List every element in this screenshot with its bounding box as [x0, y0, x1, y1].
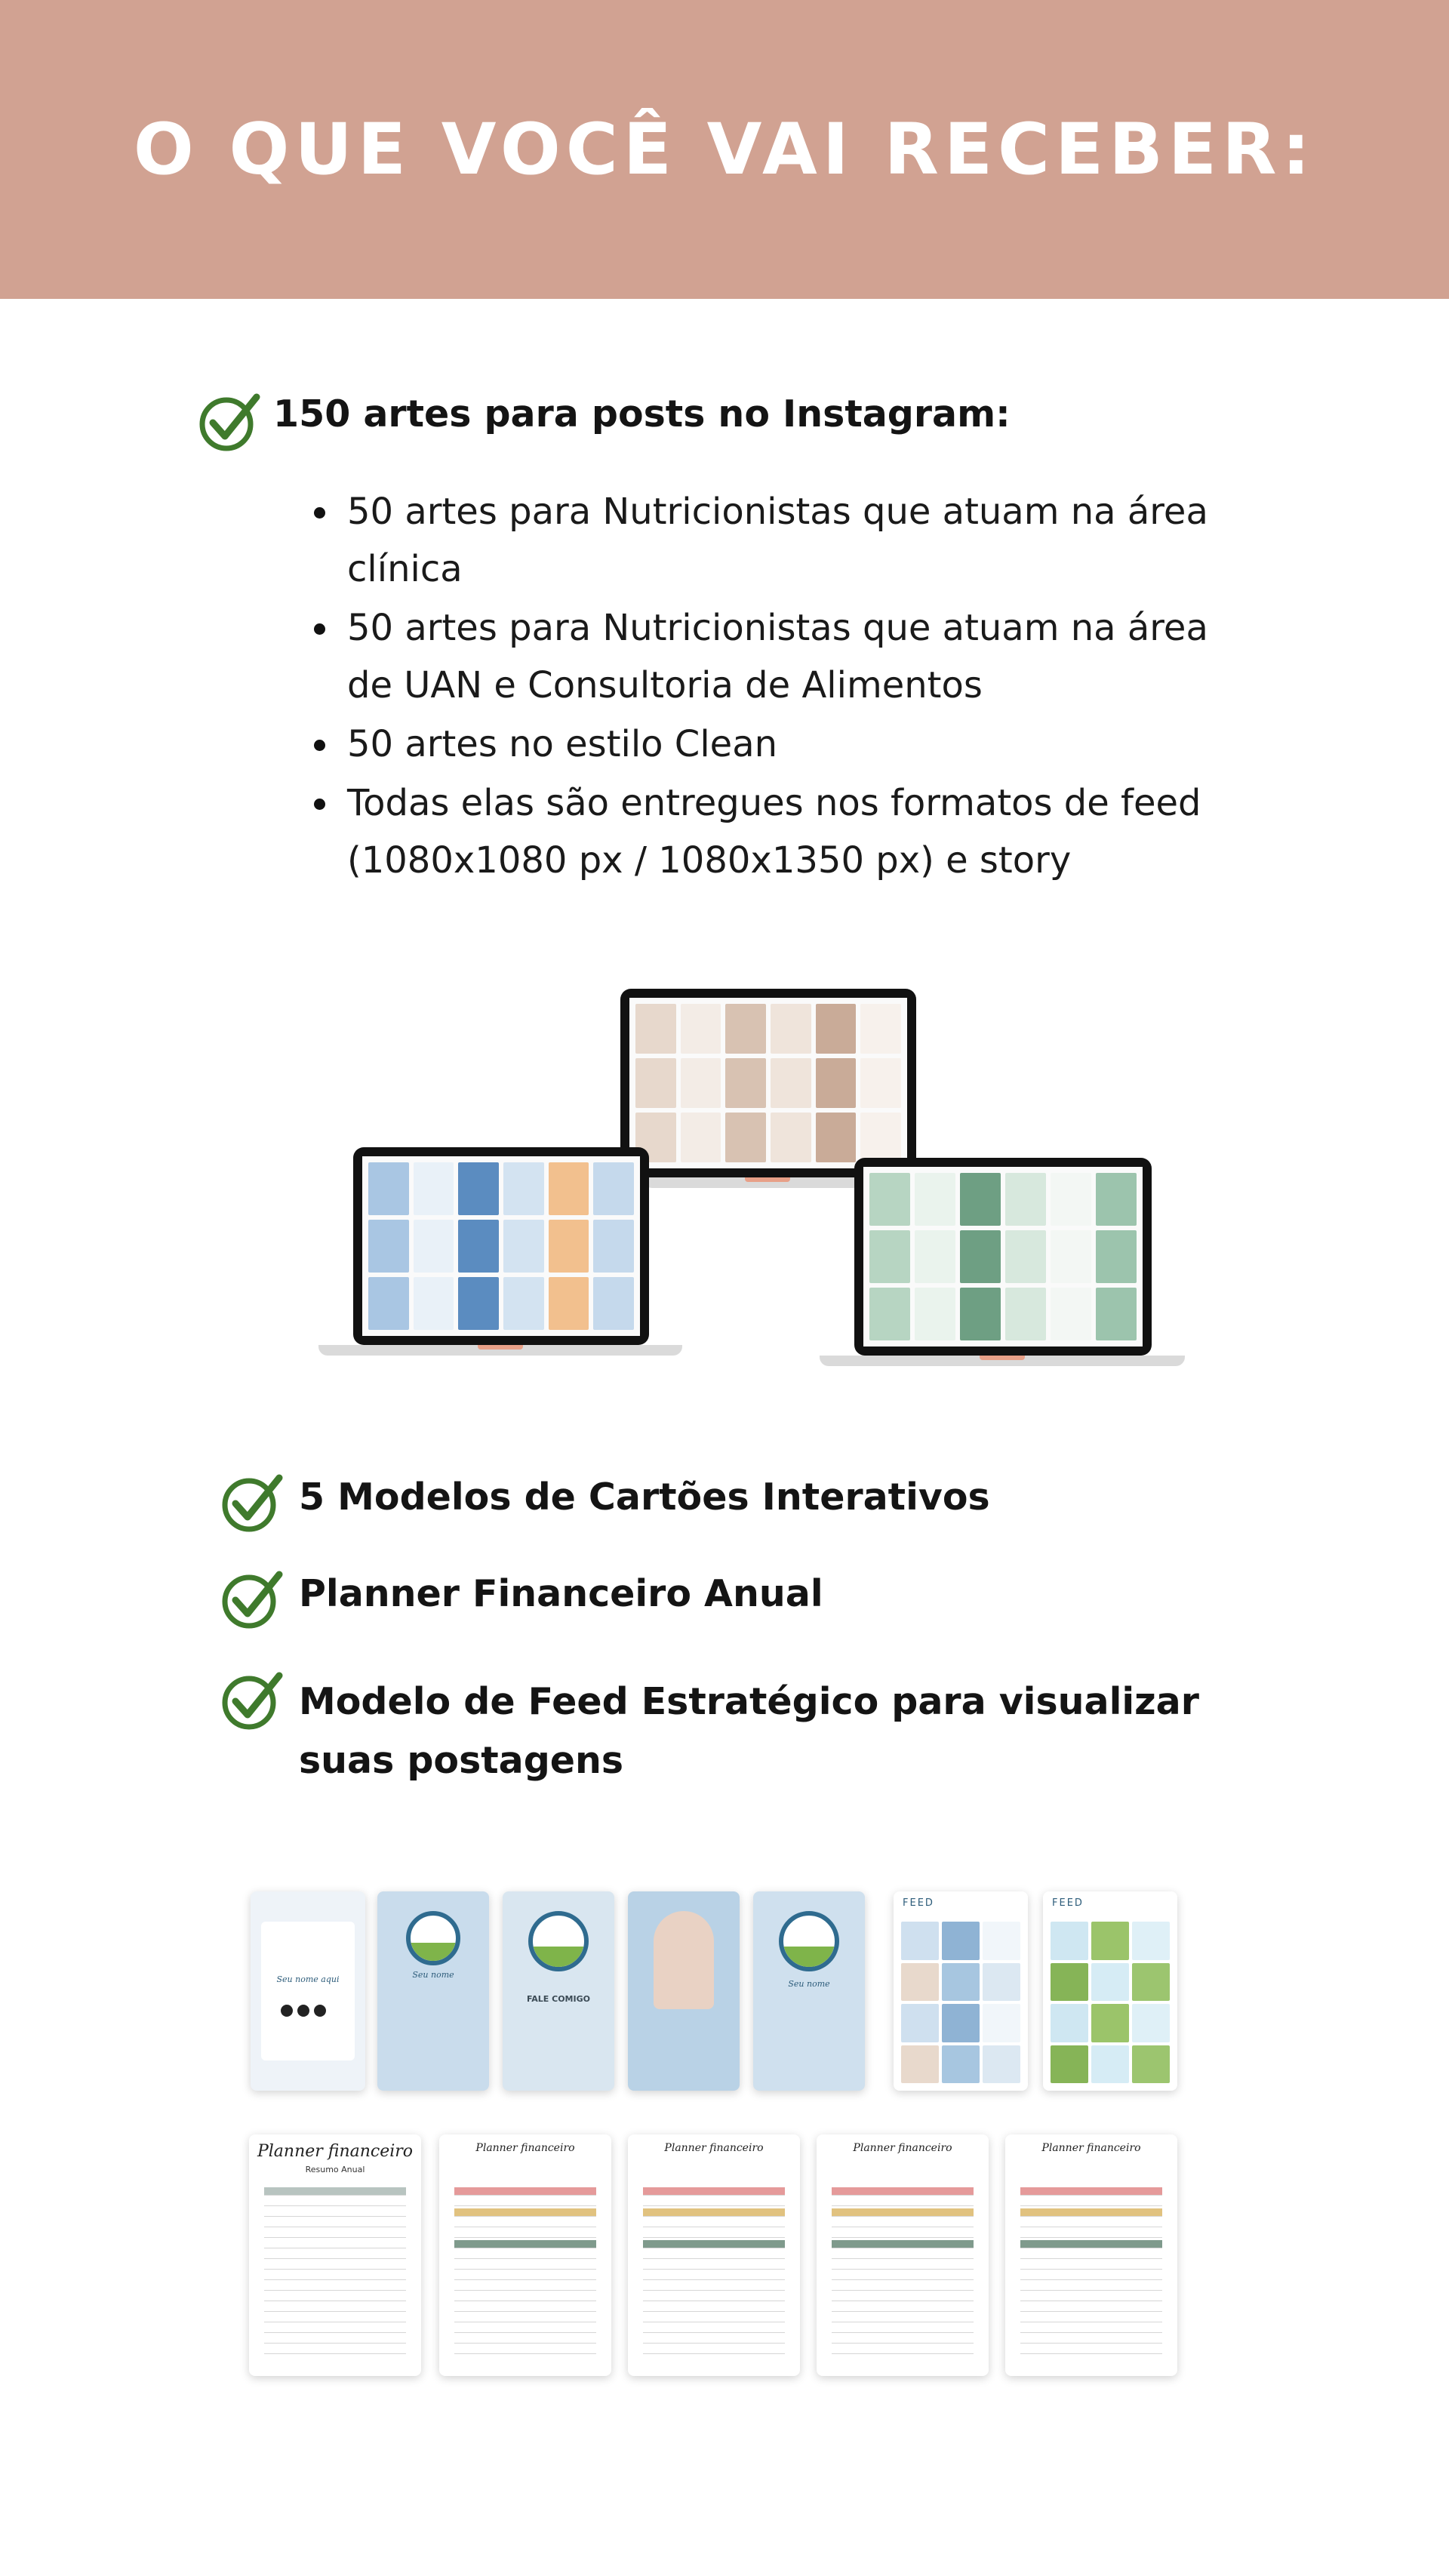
check-icon: [220, 1668, 284, 1731]
screen-thumbnail: [1005, 1288, 1046, 1340]
planner-title: Planner financeiro: [1041, 2142, 1141, 2154]
check-icon: [198, 389, 261, 453]
laptop-base-left: [318, 1345, 682, 1356]
avatar: [528, 1911, 589, 1971]
feed-tile: [1051, 2004, 1088, 2042]
planner-row: [832, 2314, 974, 2322]
planner-row: [832, 2325, 974, 2333]
feed-tile: [1132, 1922, 1170, 1960]
feed-tile: [901, 1963, 939, 2002]
planner-row: [454, 2293, 596, 2301]
planner-row: [1020, 2187, 1162, 2196]
screen-thumbnail: [860, 1113, 901, 1162]
planner-row: [1020, 2282, 1162, 2291]
avatar: [779, 1911, 839, 1971]
planner-row: [1020, 2335, 1162, 2344]
feed-tile: [901, 2004, 939, 2042]
planner-row: [264, 2304, 406, 2312]
planner-row: [643, 2304, 785, 2312]
screen-thumbnail: [860, 1058, 901, 1108]
strategic-feed-heading: Modelo de Feed Estratégico para visualizar suas postagens: [299, 1680, 1199, 1782]
planner-row: [643, 2219, 785, 2227]
planner-thumb: [249, 2134, 421, 2376]
planner-row: [832, 2261, 974, 2270]
feed-tile: [1051, 2045, 1088, 2084]
planner-row: [832, 2346, 974, 2354]
card-title: Seu nome: [788, 1979, 830, 1989]
screen-thumbnail: [771, 1004, 811, 1054]
laptop-screen-blue: [353, 1147, 649, 1345]
feed-tile: [901, 2045, 939, 2084]
planner-row: [264, 2335, 406, 2344]
screen-thumbnail: [1096, 1173, 1137, 1226]
screen-thumbnail: [1096, 1288, 1137, 1340]
screen-thumbnail: [771, 1113, 811, 1162]
planner-row: [454, 2282, 596, 2291]
feed-tile: [1051, 1963, 1088, 2002]
planner-row: [1020, 2240, 1162, 2248]
planner-row: [1020, 2272, 1162, 2280]
screen-thumbnail: [960, 1288, 1001, 1340]
list-item: 50 artes no estilo Clean: [309, 716, 1238, 773]
planner-row: [454, 2325, 596, 2333]
feed-tile: [983, 1922, 1020, 1960]
planner-row: [264, 2219, 406, 2227]
screen-thumbnail: [414, 1220, 454, 1273]
screen-thumbnail: [771, 1058, 811, 1108]
laptop-base-right: [820, 1356, 1185, 1366]
feed-tile: [983, 1963, 1020, 2002]
screen-thumbnail: [1051, 1173, 1091, 1226]
planner-row: [1020, 2325, 1162, 2333]
screen-thumbnail: [725, 1004, 766, 1054]
screen-thumbnail: [869, 1288, 910, 1340]
screen-thumbnail: [635, 1004, 676, 1054]
planner-row: [1020, 2293, 1162, 2301]
planner-row: [264, 2293, 406, 2301]
card-thumb: [377, 1891, 489, 2091]
list-item: 50 artes para Nutricionistas que atuam na área clínica: [309, 483, 1238, 598]
planner-row: [643, 2240, 785, 2248]
planner-row: [264, 2251, 406, 2259]
planner-row: [643, 2325, 785, 2333]
planner-row: [264, 2208, 406, 2217]
planner-thumb: [439, 2134, 611, 2376]
screen-thumbnail: [816, 1058, 857, 1108]
planner-row: [832, 2240, 974, 2248]
planner-row: [1020, 2251, 1162, 2259]
planner-row: [454, 2187, 596, 2196]
screen-thumbnail: [414, 1277, 454, 1330]
screen-thumbnail: [860, 1004, 901, 1054]
planner-row: [832, 2219, 974, 2227]
planner-row: [1020, 2230, 1162, 2238]
feed-tile: [942, 2004, 980, 2042]
check-icon: [220, 1470, 284, 1534]
planner-row: [1020, 2261, 1162, 2270]
planner-row: [643, 2251, 785, 2259]
planner-row: [832, 2293, 974, 2301]
planner-row: [454, 2304, 596, 2312]
feed-tile: [1091, 2004, 1129, 2042]
planner-row: [1020, 2219, 1162, 2227]
planner-row: [832, 2282, 974, 2291]
planner-row: [643, 2346, 785, 2354]
screen-thumbnail: [635, 1058, 676, 1108]
screen-thumbnail: [593, 1220, 634, 1273]
feed-tile: [983, 2045, 1020, 2084]
screen-thumbnail: [725, 1058, 766, 1108]
screen-thumbnail: [503, 1277, 544, 1330]
planner-row: [643, 2293, 785, 2301]
planner-row: [454, 2240, 596, 2248]
planner-row: [264, 2325, 406, 2333]
feed-tile: [942, 2045, 980, 2084]
planner-row: [454, 2198, 596, 2206]
planner-row: [264, 2240, 406, 2248]
card-thumb: [503, 1891, 614, 2091]
check-icon: [220, 1567, 284, 1630]
feed-tile: [1132, 2004, 1170, 2042]
planner-row: [643, 2272, 785, 2280]
financial-planner-heading: Planner Financeiro Anual: [299, 1572, 823, 1615]
screen-thumbnail: [593, 1162, 634, 1215]
planner-title: Planner financeiro: [257, 2142, 414, 2161]
screen-thumbnail: [681, 1058, 721, 1108]
feed-label: FEED: [1052, 1897, 1084, 1909]
list-item: Todas elas são entregues nos formatos de feed (1080x1080 px / 1080x1350 px) e story: [309, 774, 1238, 889]
feed-tile: [942, 1963, 980, 2002]
planner-row: [643, 2208, 785, 2217]
screen-thumbnail: [458, 1162, 499, 1215]
planner-title: Planner financeiro: [853, 2142, 952, 2154]
feed-tile: [1132, 1963, 1170, 2002]
screen-thumbnail: [1005, 1173, 1046, 1226]
screen-thumbnail: [960, 1173, 1001, 1226]
feed-label: FEED: [903, 1897, 934, 1909]
planner-thumb: [1005, 2134, 1177, 2376]
avatar: [406, 1911, 460, 1965]
planner-thumb: [817, 2134, 989, 2376]
instagram-posts-list: [309, 483, 1238, 891]
planner-row: [832, 2251, 974, 2259]
planner-row: [454, 2230, 596, 2238]
planner-row: [832, 2304, 974, 2312]
planner-row: [643, 2282, 785, 2291]
screen-thumbnail: [414, 1162, 454, 1215]
feed-tile: [901, 1922, 939, 1960]
laptop-screen-green: [854, 1158, 1152, 1356]
screen-thumbnail: [1051, 1230, 1091, 1283]
screen-thumbnail: [368, 1162, 409, 1215]
planner-row: [264, 2230, 406, 2238]
screen-thumbnail: [368, 1277, 409, 1330]
planner-row: [643, 2230, 785, 2238]
screen-thumbnail: [816, 1113, 857, 1162]
screen-thumbnail: [593, 1277, 634, 1330]
screen-thumbnail: [1005, 1230, 1046, 1283]
screen-thumbnail: [869, 1230, 910, 1283]
screen-thumbnail: [458, 1220, 499, 1273]
interactive-cards-heading: 5 Modelos de Cartões Interativos: [299, 1476, 990, 1519]
planner-row: [264, 2272, 406, 2280]
screen-thumbnail: [1096, 1230, 1137, 1283]
planner-row: [643, 2198, 785, 2206]
card-title: Seu nome aqui: [276, 1974, 340, 1984]
planner-title: Planner financeiro: [475, 2142, 575, 2154]
screen-thumbnail: [869, 1173, 910, 1226]
feed-tile: [1132, 2045, 1170, 2084]
feed-tile: [1091, 2045, 1129, 2084]
feed-tile: [1091, 1922, 1129, 1960]
card-thumb: [628, 1891, 740, 2091]
screen-thumbnail: [725, 1113, 766, 1162]
planner-row: [454, 2314, 596, 2322]
screen-thumbnail: [681, 1113, 721, 1162]
planner-row: [643, 2314, 785, 2322]
feed-tile: [1051, 1922, 1088, 1960]
planner-row: [832, 2187, 974, 2196]
screen-thumbnail: [458, 1277, 499, 1330]
planner-row: [1020, 2346, 1162, 2354]
planner-row: [1020, 2304, 1162, 2312]
feed-tile: [983, 2004, 1020, 2042]
screen-thumbnail: [681, 1004, 721, 1054]
planner-row: [264, 2282, 406, 2291]
monitor-screen-beige: [620, 989, 916, 1177]
screen-thumbnail: [960, 1230, 1001, 1283]
screen-thumbnail: [1051, 1288, 1091, 1340]
planner-row: [264, 2198, 406, 2206]
card-title: FALE COMIGO: [527, 1994, 590, 2004]
screen-thumbnail: [549, 1277, 589, 1330]
feed-tile: [942, 1922, 980, 1960]
planner-row: [454, 2261, 596, 2270]
screen-thumbnail: [915, 1288, 955, 1340]
page-title: O QUE VOCÊ VAI RECEBER:: [133, 108, 1316, 191]
feed-thumb: [894, 1891, 1028, 2091]
planner-row: [264, 2187, 406, 2196]
planner-row: [264, 2261, 406, 2270]
planner-row: [454, 2208, 596, 2217]
card-title: Seu nome: [412, 1970, 454, 1980]
planner-row: [643, 2187, 785, 2196]
planner-title: Planner financeiro: [664, 2142, 764, 2154]
planner-row: [454, 2272, 596, 2280]
screen-thumbnail: [549, 1162, 589, 1215]
planner-row: [832, 2230, 974, 2238]
instagram-posts-heading: 150 artes para posts no Instagram:: [273, 392, 1011, 435]
screen-thumbnail: [503, 1220, 544, 1273]
screen-thumbnail: [503, 1162, 544, 1215]
card-thumb: [251, 1891, 365, 2091]
feed-thumb: [1043, 1891, 1177, 2091]
planner-row: [832, 2335, 974, 2344]
screen-thumbnail: [368, 1220, 409, 1273]
planner-row: [832, 2272, 974, 2280]
planner-row: [454, 2219, 596, 2227]
screen-thumbnail: [915, 1230, 955, 1283]
planner-row: [264, 2346, 406, 2354]
planner-row: [1020, 2208, 1162, 2217]
screen-thumbnail: [915, 1173, 955, 1226]
screen-thumbnail: [816, 1004, 857, 1054]
header-banner: [0, 0, 1449, 299]
card-thumb: [753, 1891, 865, 2091]
planner-row: [643, 2335, 785, 2344]
feed-tile: [1091, 1963, 1129, 2002]
planner-row: [643, 2261, 785, 2270]
planner-row: [454, 2346, 596, 2354]
planner-row: [1020, 2198, 1162, 2206]
avatar: [654, 1911, 714, 2009]
planner-row: [832, 2198, 974, 2206]
planner-subtitle: Resumo Anual: [305, 2165, 365, 2174]
planner-row: [454, 2251, 596, 2259]
list-item: 50 artes para Nutricionistas que atuam na área de UAN e Consultoria de Alimentos: [309, 599, 1238, 714]
planner-row: [1020, 2314, 1162, 2322]
planner-row: [832, 2208, 974, 2217]
planner-thumb: [628, 2134, 800, 2376]
screen-thumbnail: [549, 1220, 589, 1273]
planner-row: [454, 2335, 596, 2344]
planner-row: [264, 2314, 406, 2322]
